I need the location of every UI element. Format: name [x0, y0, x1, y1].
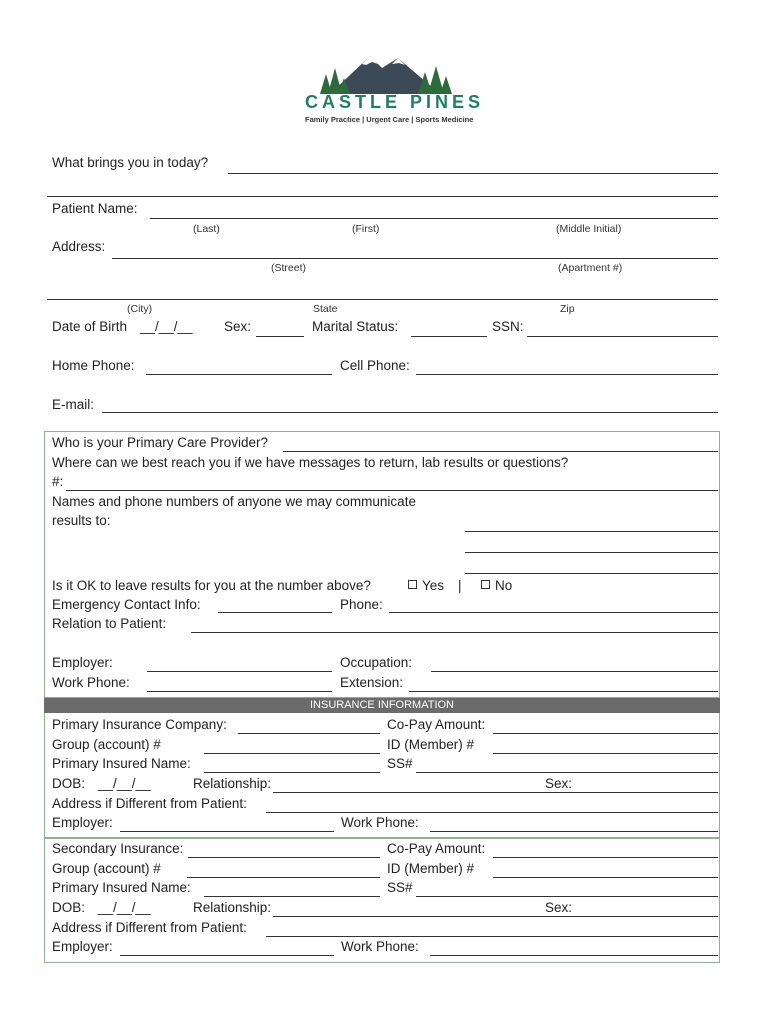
sex-label: Sex:: [224, 319, 252, 334]
patient-name-field[interactable]: [150, 218, 718, 219]
yes-checkbox[interactable]: [408, 580, 417, 589]
sex-field[interactable]: [256, 336, 304, 337]
secondary-insured-name-field[interactable]: [204, 896, 380, 897]
primary-address-label: Address if Different from Patient:: [52, 796, 247, 811]
visit-reason-field-2[interactable]: [47, 196, 718, 197]
mountain-logo-icon: [310, 52, 460, 94]
secondary-ss-field[interactable]: [416, 896, 718, 897]
patient-name-label: Patient Name:: [52, 201, 138, 216]
last-name-caption: (Last): [193, 223, 220, 235]
secondary-group-field[interactable]: [187, 877, 380, 878]
no-option[interactable]: [481, 578, 512, 593]
no-label: No: [495, 578, 513, 593]
secondary-relationship-field[interactable]: [273, 916, 718, 917]
primary-employer-label: Employer:: [52, 815, 113, 830]
primary-work-phone-label: Work Phone:: [341, 815, 419, 830]
marital-status-field[interactable]: [411, 336, 487, 337]
secondary-work-phone-field[interactable]: [430, 955, 718, 956]
first-name-caption: (First): [352, 223, 380, 235]
secondary-id-field[interactable]: [493, 877, 718, 878]
secondary-copay-label: Co-Pay Amount:: [387, 841, 486, 856]
ssn-label: SSN:: [492, 319, 524, 334]
dob-label: Date of Birth: [52, 319, 128, 334]
primary-employer-field[interactable]: [120, 831, 334, 832]
primary-relationship-label: Relationship:: [193, 776, 272, 791]
primary-insured-name-field[interactable]: [204, 772, 380, 773]
secondary-company-label: Secondary Insurance:: [52, 841, 184, 856]
logo-title: CASTLE PINES: [305, 92, 485, 112]
primary-relationship-field[interactable]: [273, 792, 718, 793]
extension-label: Extension:: [340, 675, 404, 690]
communicate-field-3[interactable]: [465, 573, 718, 574]
visit-reason-field[interactable]: [228, 173, 718, 174]
dob-blank[interactable]: __/__/__: [140, 319, 193, 334]
primary-address-field[interactable]: [266, 812, 718, 813]
relation-label: Relation to Patient:: [52, 616, 167, 631]
work-phone-label: Work Phone:: [52, 675, 130, 690]
secondary-copay-field[interactable]: [493, 857, 718, 858]
primary-id-field[interactable]: [493, 753, 718, 754]
secondary-ss-label: SS#: [387, 880, 413, 895]
email-label: E-mail:: [52, 397, 95, 412]
state-caption: State: [313, 303, 338, 315]
secondary-dob-label: DOB:: [52, 900, 86, 915]
primary-id-label: ID (Member) #: [387, 737, 475, 752]
email-field[interactable]: [102, 412, 718, 413]
communicate-names-label-2: results to:: [52, 513, 111, 528]
secondary-address-field[interactable]: [266, 936, 718, 937]
address-label: Address:: [52, 239, 106, 254]
zip-caption: Zip: [560, 303, 575, 315]
communicate-field-1[interactable]: [465, 531, 718, 532]
city-caption: (City): [127, 303, 153, 315]
street-field[interactable]: [112, 258, 718, 259]
marital-status-label: Marital Status:: [312, 319, 399, 334]
primary-group-field[interactable]: [204, 753, 380, 754]
pcp-field[interactable]: [283, 451, 718, 452]
primary-work-phone-field[interactable]: [430, 831, 718, 832]
reach-number-label: #:: [52, 474, 64, 489]
primary-company-label: Primary Insurance Company:: [52, 717, 227, 732]
insurance-banner: INSURANCE INFORMATION: [44, 698, 720, 713]
secondary-sex-label: Sex:: [545, 900, 573, 915]
leave-results-label: Is it OK to leave results for you at the number above?: [52, 578, 371, 593]
home-phone-label: Home Phone:: [52, 358, 135, 373]
no-checkbox[interactable]: [481, 580, 490, 589]
communicate-field-2[interactable]: [465, 552, 718, 553]
city-state-zip-field[interactable]: [47, 299, 718, 300]
reach-number-field[interactable]: [66, 490, 718, 491]
ssn-field[interactable]: [527, 336, 718, 337]
occupation-field[interactable]: [431, 671, 718, 672]
employer-label: Employer:: [52, 655, 113, 670]
visit-reason-label: What brings you in today?: [52, 155, 209, 170]
cell-phone-label: Cell Phone:: [340, 358, 410, 373]
emergency-contact-field[interactable]: [218, 612, 332, 613]
secondary-work-phone-label: Work Phone:: [341, 939, 419, 954]
primary-insured-name-label: Primary Insured Name:: [52, 756, 191, 771]
secondary-company-field[interactable]: [188, 857, 380, 858]
communicate-names-label: Names and phone numbers of anyone we may communicate: [52, 494, 416, 509]
emergency-phone-field[interactable]: [389, 612, 718, 613]
work-phone-field[interactable]: [147, 691, 332, 692]
primary-company-field[interactable]: [238, 733, 380, 734]
emergency-phone-label: Phone:: [340, 597, 383, 612]
extension-field[interactable]: [409, 691, 718, 692]
primary-dob-blank[interactable]: __/__/__: [98, 776, 151, 791]
reach-label: Where can we best reach you if we have messages to return, lab results or questions?: [52, 455, 569, 470]
secondary-employer-label: Employer:: [52, 939, 113, 954]
primary-group-label: Group (account) #: [52, 737, 161, 752]
secondary-address-label: Address if Different from Patient:: [52, 920, 247, 935]
pcp-label: Who is your Primary Care Provider?: [52, 435, 269, 450]
logo: [300, 52, 485, 127]
yes-label: Yes: [422, 578, 445, 593]
cell-phone-field[interactable]: [416, 374, 718, 375]
logo-subtitle: Family Practice | Urgent Care | Sports Medicine: [305, 115, 474, 124]
secondary-insured-name-label: Primary Insured Name:: [52, 880, 191, 895]
relation-field[interactable]: [191, 632, 718, 633]
secondary-relationship-label: Relationship:: [193, 900, 272, 915]
employer-field[interactable]: [147, 671, 332, 672]
home-phone-field[interactable]: [146, 374, 332, 375]
street-caption: (Street): [271, 262, 307, 274]
secondary-dob-blank[interactable]: __/__/__: [98, 900, 151, 915]
emergency-contact-label: Emergency Contact Info:: [52, 597, 201, 612]
apartment-caption: (Apartment #): [558, 262, 623, 274]
primary-copay-field[interactable]: [493, 733, 718, 734]
secondary-id-label: ID (Member) #: [387, 861, 475, 876]
middle-initial-caption: (Middle Initial): [556, 223, 622, 235]
secondary-group-label: Group (account) #: [52, 861, 161, 876]
primary-sex-label: Sex:: [545, 776, 573, 791]
primary-ss-field[interactable]: [416, 772, 718, 773]
yes-option[interactable]: [408, 578, 444, 593]
occupation-label: Occupation:: [340, 655, 413, 670]
option-separator: |: [458, 578, 462, 593]
primary-dob-label: DOB:: [52, 776, 86, 791]
primary-ss-label: SS#: [387, 756, 413, 771]
primary-copay-label: Co-Pay Amount:: [387, 717, 486, 732]
secondary-employer-field[interactable]: [120, 955, 334, 956]
